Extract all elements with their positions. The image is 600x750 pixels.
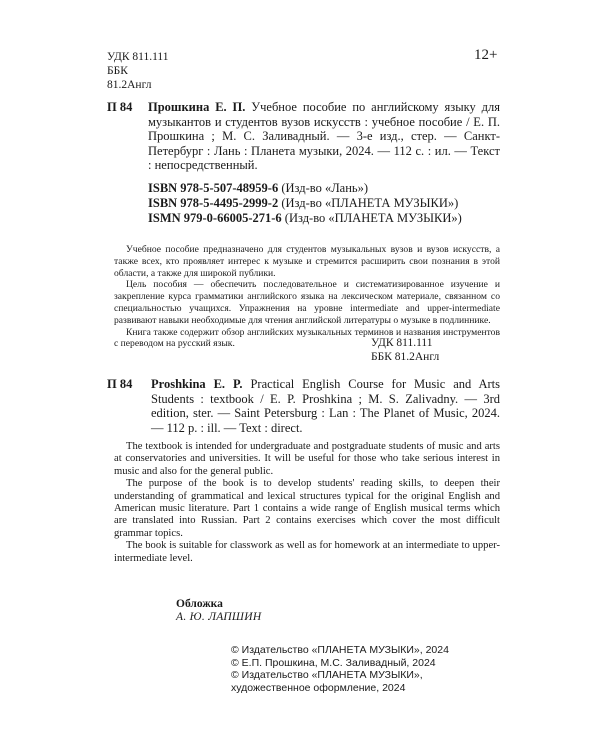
- udk-bbk-bottom: [371, 336, 439, 364]
- bibliographic-entry-ru: [148, 100, 500, 173]
- cover-label: Обложка: [176, 598, 223, 610]
- bibliographic-entry-en: [151, 377, 500, 435]
- isbn-line: [148, 211, 462, 226]
- isbn-line: [148, 196, 462, 211]
- annotation-paragraph: Книга также содержит обзор английских музыкальных терминов и названия инструментов с переводом на русский язык.: [114, 326, 500, 350]
- bbk-code: 81.2Англ: [107, 79, 152, 91]
- isbn-publisher: (Изд-во «ПЛАНЕТА МУЗЫКИ»): [281, 196, 459, 210]
- bbk-label: ББК: [107, 65, 128, 77]
- isbn-list: [148, 181, 462, 226]
- age-rating: 12+: [474, 47, 498, 63]
- copyright-line: © Е.П. Прошкина, М.С. Заливадный, 2024: [231, 656, 436, 669]
- cover-artist: А. Ю. ЛАПШИН: [176, 611, 262, 623]
- bbk-code: ББК 81.2Англ: [371, 351, 440, 363]
- isbn-code: ISBN 978-5-507-48959-6: [148, 181, 279, 195]
- isbn-publisher: (Изд-во «ПЛАНЕТА МУЗЫКИ»): [284, 211, 462, 225]
- author-name-ru: Прошкина Е. П.: [148, 100, 246, 114]
- entry-description-en: Practical English Course for Music and Arts Students : textbook / E. P. Proshkina ; M. S. Zalivadny. — 3rd edition, ster. — Saint Petersburg : Lan : The Planet of Music, 2024. — 112 p. : ill. — Text : direct.: [151, 377, 501, 435]
- annotation-en: [114, 441, 500, 565]
- udk-code: УДК 811.111: [107, 51, 169, 63]
- author-sign-ru: П 84: [107, 100, 133, 114]
- isbn-publisher: (Изд-во «Лань»): [281, 181, 369, 195]
- annotation-paragraph: The book is suitable for classwork as well as for homework at an intermediate to upper-intermediate level.: [114, 540, 500, 564]
- ismn-code: ISMN 979-0-66005-271-6: [148, 211, 282, 225]
- annotation-paragraph: The purpose of the book is to develop students' reading skills, to deepen their understanding of grammatical and lexical structures typical for the original English and American music literature. Part 1 contains a wide range of English musical terms which are translated into Russian. Part 2 contains exercises which cover the most difficult grammar topics.: [114, 478, 500, 539]
- annotation-paragraph: Учебное пособие предназначено для студентов музыкальных вузов и вузов искусств, а также всех, кто проявляет интерес к музыке и стремится расширить свои познания в этой области, а также для широкой публики.: [114, 244, 500, 279]
- annotation-ru: [114, 244, 500, 350]
- author-sign-en: П 84: [107, 377, 133, 391]
- annotation-paragraph: Цель пособия — обеспечить последовательное и систематизированное изучение и закрепление курса грамматики английского языка на лексическом материале, связанном со специальностью учащихся. Упражнения на уровне intermediate and upper-intermediate развивают навыки необходимые для чтения английской литературы о музыке в подлиннике.: [114, 279, 500, 326]
- author-name-en: Proshkina E. P.: [151, 377, 243, 391]
- isbn-code: ISBN 978-5-4495-2999-2: [148, 196, 279, 210]
- isbn-line: [148, 181, 462, 196]
- entry-description-ru: Учебное пособие по английскому языку для музыкантов и студентов вузов искусств : учебное пособие / Е. П. Прошкина ; М. С. Заливадный. — 3-е изд., стер. — Санкт-Петербург : Лань : Планета музыки, 2024. — 112 с. : ил. — Текст : непосредственный.: [148, 100, 500, 172]
- udk-code: УДК 811.111: [371, 337, 433, 349]
- copyright-line: художественное оформление, 2024: [231, 681, 406, 694]
- copyright-line: © Издательство «ПЛАНЕТА МУЗЫКИ», 2024: [231, 644, 449, 656]
- copyright-line: © Издательство «ПЛАНЕТА МУЗЫКИ»,: [231, 669, 423, 682]
- copyright-block: [231, 644, 449, 694]
- annotation-paragraph: The textbook is intended for undergraduate and postgraduate students of music and arts at conservatories and universities. It will be useful for those who take serious interest in music and also for the general public.: [114, 441, 500, 477]
- udk-bbk-top: [107, 50, 168, 92]
